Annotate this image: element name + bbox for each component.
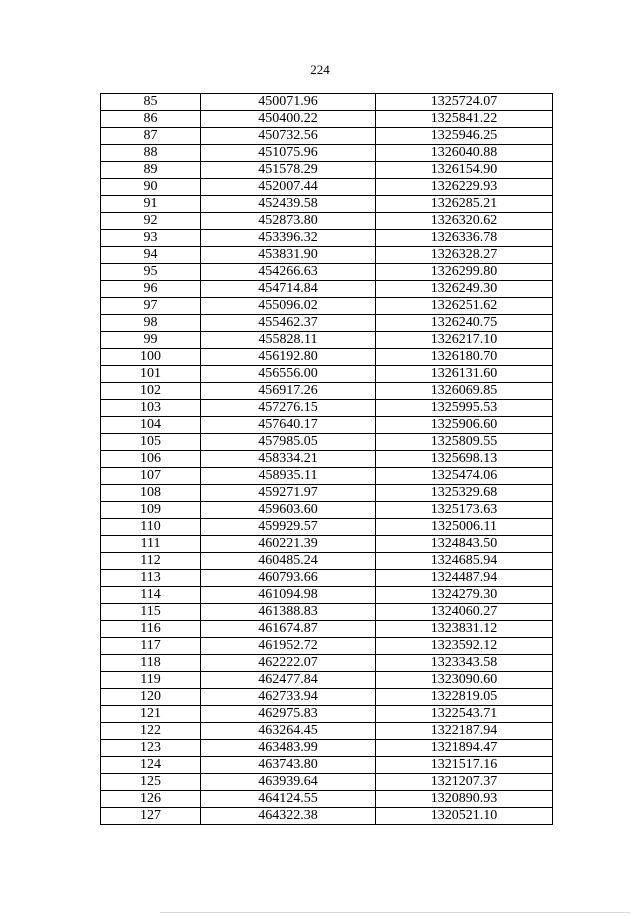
- point-number-cell: 97: [101, 298, 201, 315]
- table-row: [101, 94, 553, 111]
- table-row: [101, 451, 553, 468]
- y-coordinate-cell: 1321894.47: [376, 740, 553, 757]
- table-row: [101, 128, 553, 145]
- x-coordinate-cell: 461674.87: [201, 621, 376, 638]
- point-number-cell: 111: [101, 536, 201, 553]
- x-coordinate-cell: 451075.96: [201, 145, 376, 162]
- y-coordinate-cell: 1326180.70: [376, 349, 553, 366]
- x-coordinate-cell: 452439.58: [201, 196, 376, 213]
- table-row: [101, 570, 553, 587]
- point-number-cell: 116: [101, 621, 201, 638]
- coordinates-table: [100, 93, 553, 825]
- y-coordinate-cell: 1325995.53: [376, 400, 553, 417]
- point-number-cell: 91: [101, 196, 201, 213]
- x-coordinate-cell: 462477.84: [201, 672, 376, 689]
- x-coordinate-cell: 462733.94: [201, 689, 376, 706]
- y-coordinate-cell: 1320521.10: [376, 808, 553, 825]
- x-coordinate-cell: 450071.96: [201, 94, 376, 111]
- x-coordinate-cell: 460793.66: [201, 570, 376, 587]
- x-coordinate-cell: 456192.80: [201, 349, 376, 366]
- table-row: [101, 162, 553, 179]
- table-row: [101, 332, 553, 349]
- y-coordinate-cell: 1326240.75: [376, 315, 553, 332]
- y-coordinate-cell: 1326320.62: [376, 213, 553, 230]
- x-coordinate-cell: 458935.11: [201, 468, 376, 485]
- x-coordinate-cell: 463264.45: [201, 723, 376, 740]
- point-number-cell: 99: [101, 332, 201, 349]
- y-coordinate-cell: 1322187.94: [376, 723, 553, 740]
- x-coordinate-cell: 460485.24: [201, 553, 376, 570]
- x-coordinate-cell: 450400.22: [201, 111, 376, 128]
- point-number-cell: 101: [101, 366, 201, 383]
- point-number-cell: 118: [101, 655, 201, 672]
- y-coordinate-cell: 1326285.21: [376, 196, 553, 213]
- y-coordinate-cell: 1321517.16: [376, 757, 553, 774]
- y-coordinate-cell: 1326299.80: [376, 264, 553, 281]
- table-row: [101, 604, 553, 621]
- x-coordinate-cell: 461094.98: [201, 587, 376, 604]
- x-coordinate-cell: 459603.60: [201, 502, 376, 519]
- y-coordinate-cell: 1326336.78: [376, 230, 553, 247]
- x-coordinate-cell: 457640.17: [201, 417, 376, 434]
- y-coordinate-cell: 1323343.58: [376, 655, 553, 672]
- point-number-cell: 122: [101, 723, 201, 740]
- y-coordinate-cell: 1326040.88: [376, 145, 553, 162]
- x-coordinate-cell: 458334.21: [201, 451, 376, 468]
- y-coordinate-cell: 1321207.37: [376, 774, 553, 791]
- x-coordinate-cell: 463483.99: [201, 740, 376, 757]
- point-number-cell: 102: [101, 383, 201, 400]
- point-number-cell: 119: [101, 672, 201, 689]
- table-row: [101, 706, 553, 723]
- y-coordinate-cell: 1324487.94: [376, 570, 553, 587]
- y-coordinate-cell: 1324843.50: [376, 536, 553, 553]
- point-number-cell: 89: [101, 162, 201, 179]
- x-coordinate-cell: 454714.84: [201, 281, 376, 298]
- table-row: [101, 587, 553, 604]
- point-number-cell: 85: [101, 94, 201, 111]
- y-coordinate-cell: 1326229.93: [376, 179, 553, 196]
- y-coordinate-cell: 1325841.22: [376, 111, 553, 128]
- y-coordinate-cell: 1324279.30: [376, 587, 553, 604]
- point-number-cell: 86: [101, 111, 201, 128]
- y-coordinate-cell: 1326154.90: [376, 162, 553, 179]
- point-number-cell: 127: [101, 808, 201, 825]
- point-number-cell: 92: [101, 213, 201, 230]
- table-row: [101, 247, 553, 264]
- table-row: [101, 281, 553, 298]
- y-coordinate-cell: 1326328.27: [376, 247, 553, 264]
- table-row: [101, 621, 553, 638]
- y-coordinate-cell: 1324685.94: [376, 553, 553, 570]
- point-number-cell: 93: [101, 230, 201, 247]
- x-coordinate-cell: 455096.02: [201, 298, 376, 315]
- table-row: [101, 502, 553, 519]
- x-coordinate-cell: 464124.55: [201, 791, 376, 808]
- table-row: [101, 485, 553, 502]
- x-coordinate-cell: 456556.00: [201, 366, 376, 383]
- x-coordinate-cell: 455462.37: [201, 315, 376, 332]
- table-row: [101, 774, 553, 791]
- table-row: [101, 536, 553, 553]
- x-coordinate-cell: 463939.64: [201, 774, 376, 791]
- x-coordinate-cell: 460221.39: [201, 536, 376, 553]
- x-coordinate-cell: 457276.15: [201, 400, 376, 417]
- y-coordinate-cell: 1323831.12: [376, 621, 553, 638]
- table-row: [101, 298, 553, 315]
- table-row: [101, 740, 553, 757]
- point-number-cell: 88: [101, 145, 201, 162]
- x-coordinate-cell: 452873.80: [201, 213, 376, 230]
- point-number-cell: 104: [101, 417, 201, 434]
- y-coordinate-cell: 1325698.13: [376, 451, 553, 468]
- y-coordinate-cell: 1323090.60: [376, 672, 553, 689]
- x-coordinate-cell: 455828.11: [201, 332, 376, 349]
- x-coordinate-cell: 462975.83: [201, 706, 376, 723]
- point-number-cell: 121: [101, 706, 201, 723]
- x-coordinate-cell: 463743.80: [201, 757, 376, 774]
- point-number-cell: 100: [101, 349, 201, 366]
- y-coordinate-cell: 1323592.12: [376, 638, 553, 655]
- x-coordinate-cell: 459271.97: [201, 485, 376, 502]
- table-row: [101, 519, 553, 536]
- y-coordinate-cell: 1325474.06: [376, 468, 553, 485]
- point-number-cell: 123: [101, 740, 201, 757]
- point-number-cell: 120: [101, 689, 201, 706]
- y-coordinate-cell: 1326217.10: [376, 332, 553, 349]
- x-coordinate-cell: 451578.29: [201, 162, 376, 179]
- x-coordinate-cell: 450732.56: [201, 128, 376, 145]
- point-number-cell: 126: [101, 791, 201, 808]
- point-number-cell: 125: [101, 774, 201, 791]
- table-row: [101, 417, 553, 434]
- point-number-cell: 96: [101, 281, 201, 298]
- table-row: [101, 434, 553, 451]
- table-row: [101, 230, 553, 247]
- table-row: [101, 383, 553, 400]
- y-coordinate-cell: 1324060.27: [376, 604, 553, 621]
- x-coordinate-cell: 453831.90: [201, 247, 376, 264]
- point-number-cell: 105: [101, 434, 201, 451]
- point-number-cell: 106: [101, 451, 201, 468]
- point-number-cell: 87: [101, 128, 201, 145]
- table-row: [101, 196, 553, 213]
- x-coordinate-cell: 452007.44: [201, 179, 376, 196]
- point-number-cell: 108: [101, 485, 201, 502]
- x-coordinate-cell: 457985.05: [201, 434, 376, 451]
- y-coordinate-cell: 1325006.11: [376, 519, 553, 536]
- table-row: [101, 791, 553, 808]
- point-number-cell: 109: [101, 502, 201, 519]
- y-coordinate-cell: 1325724.07: [376, 94, 553, 111]
- y-coordinate-cell: 1325946.25: [376, 128, 553, 145]
- point-number-cell: 98: [101, 315, 201, 332]
- point-number-cell: 94: [101, 247, 201, 264]
- point-number-cell: 110: [101, 519, 201, 536]
- table-row: [101, 366, 553, 383]
- point-number-cell: 114: [101, 587, 201, 604]
- table-row: [101, 655, 553, 672]
- point-number-cell: 117: [101, 638, 201, 655]
- point-number-cell: 124: [101, 757, 201, 774]
- y-coordinate-cell: 1322543.71: [376, 706, 553, 723]
- point-number-cell: 113: [101, 570, 201, 587]
- x-coordinate-cell: 461952.72: [201, 638, 376, 655]
- x-coordinate-cell: 456917.26: [201, 383, 376, 400]
- point-number-cell: 103: [101, 400, 201, 417]
- table-row: [101, 672, 553, 689]
- y-coordinate-cell: 1326251.62: [376, 298, 553, 315]
- point-number-cell: 90: [101, 179, 201, 196]
- y-coordinate-cell: 1320890.93: [376, 791, 553, 808]
- y-coordinate-cell: 1325809.55: [376, 434, 553, 451]
- y-coordinate-cell: 1322819.05: [376, 689, 553, 706]
- y-coordinate-cell: 1326069.85: [376, 383, 553, 400]
- point-number-cell: 112: [101, 553, 201, 570]
- x-coordinate-cell: 454266.63: [201, 264, 376, 281]
- y-coordinate-cell: 1325173.63: [376, 502, 553, 519]
- table-row: [101, 179, 553, 196]
- coordinates-table-body: [101, 94, 553, 825]
- table-row: [101, 638, 553, 655]
- y-coordinate-cell: 1325329.68: [376, 485, 553, 502]
- table-row: [101, 264, 553, 281]
- table-row: [101, 213, 553, 230]
- table-row: [101, 723, 553, 740]
- table-row: [101, 400, 553, 417]
- x-coordinate-cell: 464322.38: [201, 808, 376, 825]
- x-coordinate-cell: 459929.57: [201, 519, 376, 536]
- y-coordinate-cell: 1326249.30: [376, 281, 553, 298]
- table-row: [101, 553, 553, 570]
- scan-edge-line: [160, 912, 630, 913]
- page-number: 224: [310, 62, 330, 77]
- table-row: [101, 468, 553, 485]
- point-number-cell: 115: [101, 604, 201, 621]
- table-row: [101, 689, 553, 706]
- point-number-cell: 95: [101, 264, 201, 281]
- table-row: [101, 145, 553, 162]
- y-coordinate-cell: 1325906.60: [376, 417, 553, 434]
- y-coordinate-cell: 1326131.60: [376, 366, 553, 383]
- x-coordinate-cell: 453396.32: [201, 230, 376, 247]
- table-row: [101, 315, 553, 332]
- point-number-cell: 107: [101, 468, 201, 485]
- table-row: [101, 757, 553, 774]
- x-coordinate-cell: 462222.07: [201, 655, 376, 672]
- table-row: [101, 808, 553, 825]
- table-row: [101, 111, 553, 128]
- x-coordinate-cell: 461388.83: [201, 604, 376, 621]
- table-row: [101, 349, 553, 366]
